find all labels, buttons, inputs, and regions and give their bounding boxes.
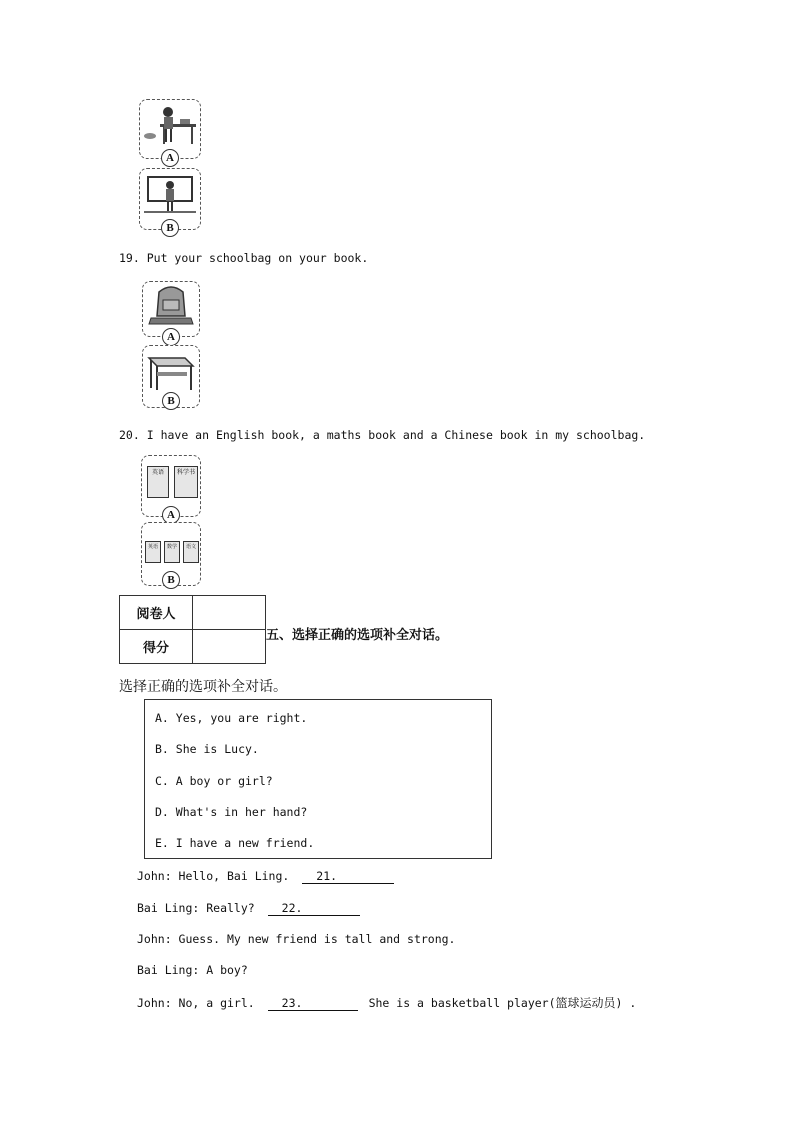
option-a-marker: A (162, 506, 180, 524)
answer-blank-21[interactable]: 21. (302, 869, 394, 884)
dialogue-line-5-end: ) . (615, 996, 637, 1010)
desk-icon (143, 348, 199, 394)
question-19 (119, 251, 368, 265)
girl-at-desk-icon (140, 102, 200, 148)
option-a-marker: A (162, 328, 180, 346)
option-b: B. She is Lucy. (155, 742, 259, 756)
dialogue-line-2 (137, 901, 360, 916)
score-table (119, 595, 266, 664)
section-heading: 五、选择正确的选项补全对话。 (266, 628, 449, 643)
dialogue-line-2-text: Bai Ling: Really? (137, 901, 255, 915)
dialogue-line-5 (137, 994, 636, 1011)
dialogue-line-1 (137, 869, 394, 884)
option-b-marker: B (162, 571, 180, 589)
q20-option-b-picture[interactable] (141, 522, 201, 586)
question-20-number: 20. (119, 428, 140, 442)
q18-option-a-picture[interactable] (139, 99, 201, 164)
section-instruction: 选择正确的选项补全对话。 (119, 679, 287, 695)
options-box (144, 699, 492, 859)
question-19-text: Put your schoolbag on your book. (146, 251, 369, 265)
score-label: 得分 (120, 630, 193, 664)
q18-option-b-picture[interactable] (139, 168, 201, 234)
question-20 (119, 428, 645, 442)
option-a-marker: A (161, 149, 179, 167)
option-a: A. Yes, you are right. (155, 711, 308, 725)
q19-option-a-picture[interactable] (142, 281, 200, 343)
english-book-icon: 英语 (145, 541, 161, 563)
dialogue-line-5-gloss: 篮球运动员 (555, 996, 616, 1010)
option-b-marker: B (161, 219, 179, 237)
girl-at-blackboard-icon (140, 171, 200, 217)
option-e: E. I have a new friend. (155, 836, 315, 850)
reviewer-label: 阅卷人 (120, 596, 193, 630)
option-d: D. What's in her hand? (155, 805, 308, 819)
reviewer-cell[interactable] (193, 596, 266, 630)
dialogue-line-5-text: John: No, a girl. (137, 996, 255, 1010)
schoolbag-on-book-icon (143, 282, 199, 328)
question-19-number: 19. (119, 251, 140, 265)
chinese-book-icon: 语文 (183, 541, 199, 563)
dialogue-line-4: Bai Ling: A boy? (137, 963, 248, 977)
dialogue-line-1-text: John: Hello, Bai Ling. (137, 869, 290, 883)
score-cell[interactable] (193, 630, 266, 664)
science-book-icon: 科学书 (174, 466, 198, 498)
english-book-icon: 英语 (147, 466, 169, 498)
dialogue-line-3: John: Guess. My new friend is tall and strong. (137, 932, 456, 946)
maths-book-icon: 数学 (164, 541, 180, 563)
q19-option-b-picture[interactable] (142, 345, 200, 408)
answer-blank-22[interactable]: 22. (268, 901, 360, 916)
option-b-marker: B (162, 392, 180, 410)
option-c: C. A boy or girl? (155, 774, 273, 788)
q20-option-a-picture[interactable] (141, 455, 201, 521)
dialogue-line-5-after: She is a basketball player( (368, 996, 556, 1010)
answer-blank-23[interactable]: 23. (268, 996, 358, 1011)
question-20-text: I have an English book, a maths book and a Chinese book in my schoolbag. (146, 428, 646, 442)
